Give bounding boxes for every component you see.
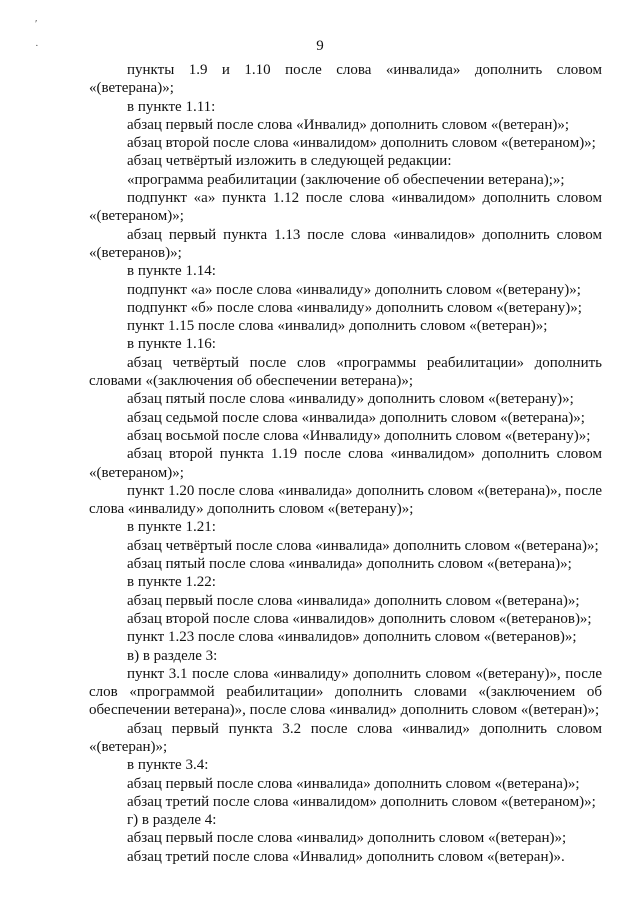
paragraph-27: в) в разделе 3:	[127, 647, 218, 664]
paragraph-16: абзац седьмой после слова «инвалида» дополнить словом «(ветерана)»;	[127, 409, 585, 426]
paragraph-31: абзац первый после слова «инвалида» дополнить словом «(ветерана)»;	[127, 775, 580, 792]
paragraph-33: г) в разделе 4:	[127, 812, 217, 829]
paragraph-8: абзац первый пункта 1.13 после слова «инвалидов» дополнить словом «(ветеранов)»;	[89, 226, 602, 261]
paragraph-20: в пункте 1.21:	[127, 519, 216, 536]
margin-mark-bottom: ·	[35, 40, 39, 52]
paragraph-30: в пункте 3.4:	[127, 757, 209, 774]
paragraph-34: абзац первый после слова «инвалид» дополнить словом «(ветеран)»;	[127, 830, 567, 847]
paragraph-17: абзац восьмой после слова «Инвалиду» дополнить словом «(ветерану)»;	[127, 427, 591, 444]
paragraph-23: в пункте 1.22:	[127, 574, 216, 591]
page-number: 9	[316, 38, 324, 54]
paragraph-10: подпункт «а» после слова «инвалиду» дополнить словом «(ветерану)»;	[127, 281, 581, 298]
paragraph-26: пункт 1.23 после слова «инвалидов» дополнить словом «(ветеранов)»;	[127, 629, 577, 646]
paragraph-6: «программа реабилитации (заключение об обеспечении ветерана);»;	[127, 171, 565, 188]
paragraph-7: подпункт «а» пункта 1.12 после слова «инвалидом» дополнить словом «(ветераном)»;	[89, 190, 602, 225]
paragraph-9: в пункте 1.14:	[127, 263, 216, 280]
paragraph-15: абзац пятый после слова «инвалиду» дополнить словом «(ветерану)»;	[127, 391, 574, 408]
paragraph-22: абзац пятый после слова «инвалида» дополнить словом «(ветерана)»;	[127, 556, 572, 573]
paragraph-28: пункт 3.1 после слова «инвалиду» дополнить словом «(ветерану)», после слов «программой реабилитации» дополнить словами «(заключением об обеспечении ветерана)», после слова «инвалид» дополнить словом «(ветеран)»;	[89, 665, 602, 719]
paragraph-3: абзац первый после слова «Инвалид» дополнить словом «(ветеран)»;	[127, 116, 570, 133]
paragraph-25: абзац второй после слова «инвалидов» дополнить словом «(ветеранов)»;	[127, 610, 592, 627]
paragraph-14: абзац четвёртый после слов «программы реабилитации» дополнить словами «(заключения об обеспечении ветерана)»;	[89, 354, 602, 390]
paragraph-24: абзац первый после слова «инвалида» дополнить словом «(ветерана)»;	[127, 592, 580, 609]
document-body	[89, 61, 602, 866]
paragraph-1: пункты 1.9 и 1.10 после слова «инвалида» дополнить словом «(ветерана)»;	[89, 62, 602, 97]
paragraph-29: абзац первый пункта 3.2 после слова «инвалид» дополнить словом «(ветеран)»;	[89, 720, 602, 755]
paragraph-2: в пункте 1.11:	[127, 98, 216, 115]
paragraph-18: абзац второй пункта 1.19 после слова «инвалидом» дополнить словом «(ветераном)»;	[89, 446, 602, 481]
paragraph-19: пункт 1.20 после слова «инвалида» дополнить словом «(ветерана)», после слова «инвалиду» дополнить словом «(ветерану)»;	[89, 482, 602, 518]
margin-mark-top: ʹ	[35, 18, 38, 30]
paragraph-21: абзац четвёртый после слова «инвалида» дополнить словом «(ветерана)»;	[127, 537, 599, 554]
paragraph-5: абзац четвёртый изложить в следующей редакции:	[127, 153, 452, 170]
paragraph-12: пункт 1.15 после слова «инвалид» дополнить словом «(ветеран)»;	[127, 318, 548, 335]
paragraph-13: в пункте 1.16:	[127, 336, 216, 353]
paragraph-4: абзац второй после слова «инвалидом» дополнить словом «(ветераном)»;	[127, 135, 596, 152]
paragraph-11: подпункт «б» после слова «инвалиду» дополнить словом «(ветерану)»;	[127, 299, 582, 316]
paragraph-32: абзац третий после слова «инвалидом» дополнить словом «(ветераном)»;	[127, 793, 596, 810]
paragraph-35: абзац третий после слова «Инвалид» дополнить словом «(ветеран)».	[127, 848, 565, 865]
